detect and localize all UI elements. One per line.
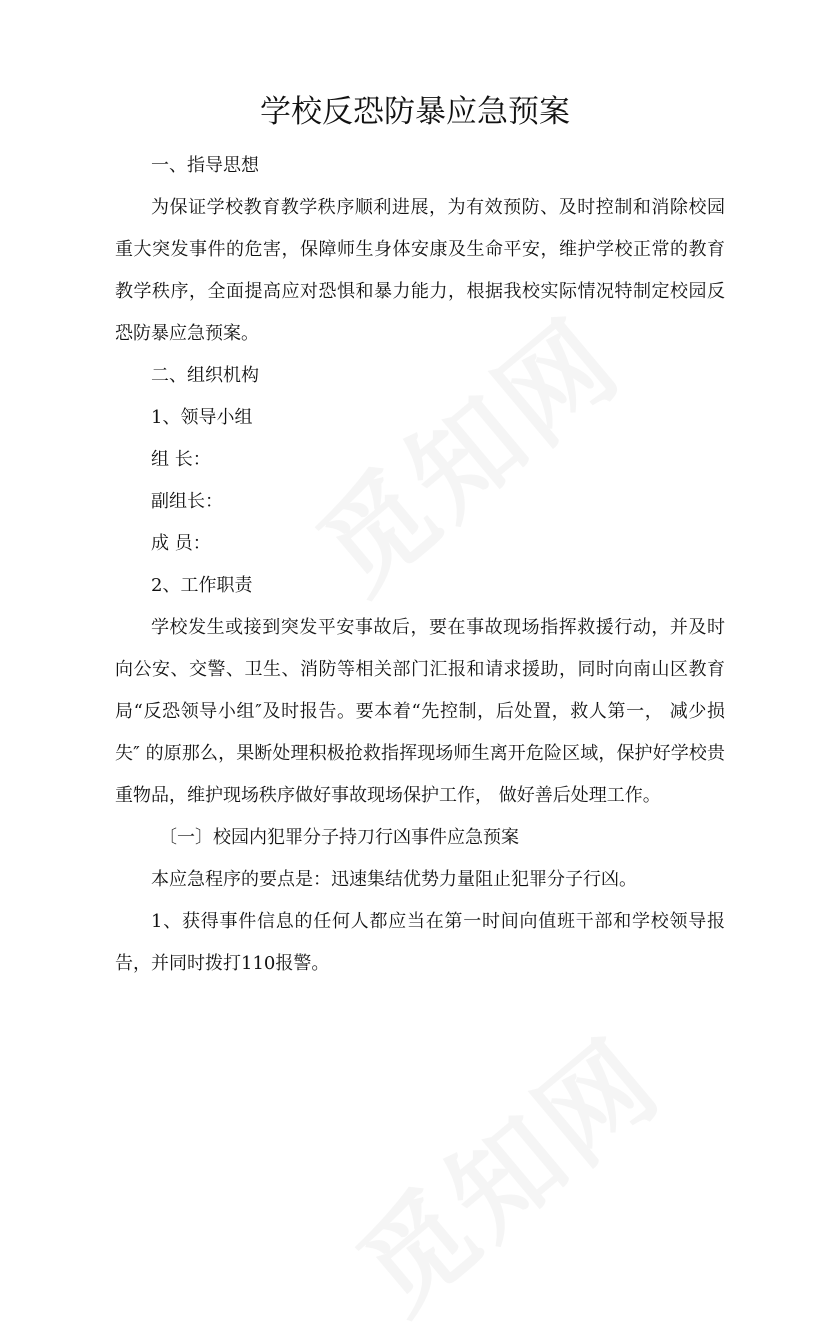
- watermark: 觅知网: [335, 1015, 685, 1337]
- paragraph: 本应急程序的要点是：迅速集结优势力量阻止犯罪分子行凶。: [151, 869, 637, 890]
- paragraph: 1、获得事件信息的任何人都应当在第一时间向值班干部和学校领导报告，并同时拨打110报警。: [115, 911, 725, 974]
- document-body: [115, 145, 725, 985]
- subsection-heading: 1、领导小组: [151, 407, 253, 428]
- paragraph: 学校发生或接到突发平安事故后，要在事故现场指挥救援行动，并及时向公安、交警、卫生、消防等相关部门汇报和请求援助，同时向南山区教育局“反恐领导小组″及时报告。要本着“先控制，后处置，救人第一， 减少损失″ 的原那么，果断处理积极抢救指挥现场师生离开危险区域，保护好学校贵重物品，维护现场秩序做好事故现场保护工作， 做好善后处理工作。: [115, 617, 725, 806]
- paragraph: 为保证学校教育教学秩序顺利进展，为有效预防、及时控制和消除校园重大突发事件的危害，保障师生身体安康及生命平安，维护学校正常的教育教学秩序，全面提高应对恐惧和暴力能力，根据我校实际情况特制定校园反恐防暴应急预案。: [115, 197, 725, 344]
- section-heading: 一、指导思想: [151, 155, 259, 176]
- subsection-heading: 2、工作职责: [151, 575, 253, 596]
- role-line: 副组长：: [151, 491, 223, 512]
- role-line: 成 员：: [151, 533, 211, 554]
- subsection-heading: 〔一〕校园内犯罪分子持刀行凶事件应急预案: [159, 827, 519, 848]
- section-heading: 二、组织机构: [151, 365, 259, 386]
- watermark: 觅知网: [295, 295, 645, 617]
- role-line: 组 长：: [151, 449, 211, 470]
- document-title: 学校反恐防暴应急预案: [260, 94, 570, 130]
